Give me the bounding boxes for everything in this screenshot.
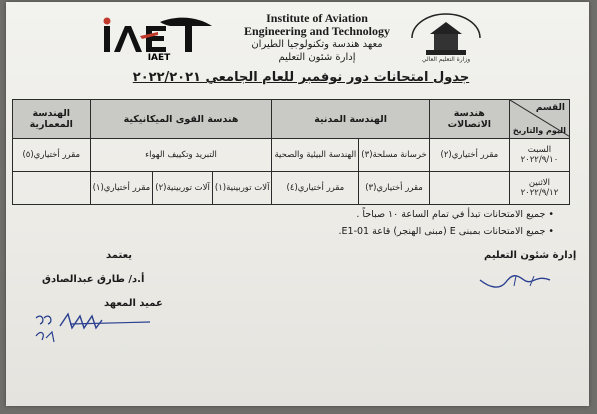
- department-header-mechanical: هندسة القوى الميكانيكية: [90, 100, 272, 139]
- table-cell: مقرر أختياري(٤): [272, 172, 359, 205]
- signature-education-affairs: [476, 270, 556, 292]
- note-item: • جميع الامتحانات تبدأ في تمام الساعة ١٠ صباحاً .: [254, 206, 554, 223]
- dean-title: عميد المعهد: [104, 298, 163, 309]
- table-cell: مقرر أختياري(٣): [359, 172, 430, 205]
- department-header-comms: هندسة الاتصالات: [429, 100, 509, 139]
- table-cell: مقرر أختياري(٥): [13, 139, 91, 172]
- day-cell: [509, 172, 569, 205]
- dean-signature: [30, 308, 170, 348]
- department-header-civil: الهندسة المدنية: [272, 100, 429, 139]
- table-cell: [429, 172, 509, 205]
- institute-name-en-1: Institute of Aviation: [266, 11, 368, 25]
- institute-name-en-2: Engineering and Technology: [243, 24, 391, 38]
- institute-name-ar: معهد هندسة وتكنولوجيا الطيران: [251, 39, 383, 50]
- table-cell: مقرر أختياري(٢): [429, 139, 509, 172]
- day-name: السبت: [527, 145, 552, 155]
- exam-schedule-document: [6, 2, 589, 406]
- table-cell: الهندسة البيئية والصحية: [272, 139, 359, 172]
- department-header-architecture: الهندسة المعمارية: [13, 100, 91, 139]
- corner-department-label: القسم: [535, 103, 565, 113]
- day-name: الاثنين: [528, 178, 551, 188]
- ministry-text: وزارة التعليم العالي: [421, 56, 471, 63]
- approval-label: يعتمد: [106, 250, 132, 261]
- corner-day-label: اليوم والتاريخ: [512, 126, 566, 135]
- table-cell: مقرر أختياري(١): [90, 172, 153, 205]
- table-cell: التبريد وتكييف الهواء: [90, 139, 272, 172]
- table-cell: [13, 172, 91, 205]
- table-row: [13, 172, 570, 205]
- table-cell: آلات توربينية(١): [212, 172, 272, 205]
- notes-list: [254, 206, 554, 240]
- note-item: • جميع الامتحانات بمبنى E (مبنى الهنجر) قاعة E1-01.: [254, 223, 554, 240]
- table-cell: خرسانة مسلحة(٣): [359, 139, 430, 172]
- day-date: ٢٠٢٢/٩/١٢: [520, 188, 559, 198]
- dean-name: أ.د/ طارق عبدالصادق: [42, 274, 145, 285]
- education-affairs-label: إدارة شئون التعليم: [484, 250, 577, 261]
- page-title: جدول امتحانات دور نوفمبر للعام الجامعي ٢٠٢٢/٢٠٢١: [132, 70, 470, 85]
- day-date: ٢٠٢٢/٩/١٠: [520, 155, 559, 165]
- exam-schedule-table: [12, 99, 570, 205]
- svg-text:IAET: IAET: [147, 53, 171, 62]
- table-header-row: [13, 100, 570, 139]
- iaet-logo-icon: [100, 16, 218, 62]
- table-cell: آلات توربينية(٢): [153, 172, 213, 205]
- corner-header: [509, 100, 569, 139]
- department-name-ar: إدارة شئون التعليم: [278, 52, 356, 63]
- institute-name: [232, 12, 402, 64]
- day-cell: [509, 139, 569, 172]
